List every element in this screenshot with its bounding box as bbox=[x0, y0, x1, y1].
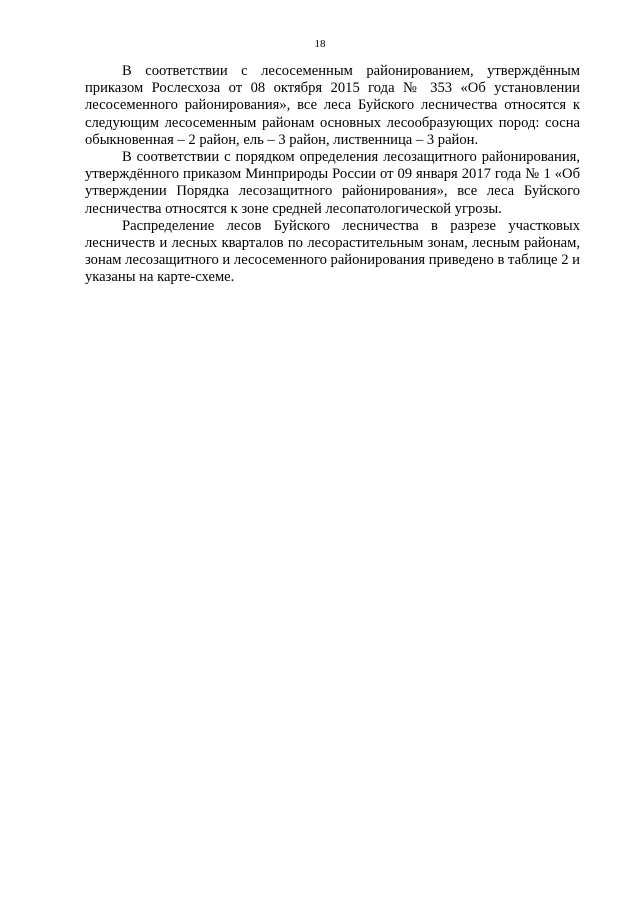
paragraph-forest-distribution: Распределение лесов Буйского лесничества в разрезе участковых лесничеств и лесных кварталов по лесорастительным зонам, лесным районам, зонам лесозащитного и лесосеменного районирования приведено в таблице 2 и указаны на карте-схеме. bbox=[85, 217, 580, 286]
paragraph-seed-zoning: В соответствии с лесосеменным районированием, утверждённым приказом Рослесхоза от 08 октября 2015 года № 353 «Об установлении лесосеменного районирования», все леса Буйского лесничества относятся к следующим лесосеменным районам основных лесообразующих пород: сосна обыкновенная – 2 район, ель – 3 район, лиственница – 3 район. bbox=[85, 63, 580, 148]
paragraph-forest-protection-zoning: В соответствии с порядком определения лесозащитного районирования, утверждённого приказом Минприроды России от 09 января 2017 года № 1 «Об утверждении Порядка лесозащитного районирования», все леса Буйского лесничества относятся к зоне средней лесопатологической угрозы. bbox=[85, 149, 580, 217]
document-body bbox=[85, 63, 580, 287]
page-number: 18 bbox=[314, 38, 326, 50]
